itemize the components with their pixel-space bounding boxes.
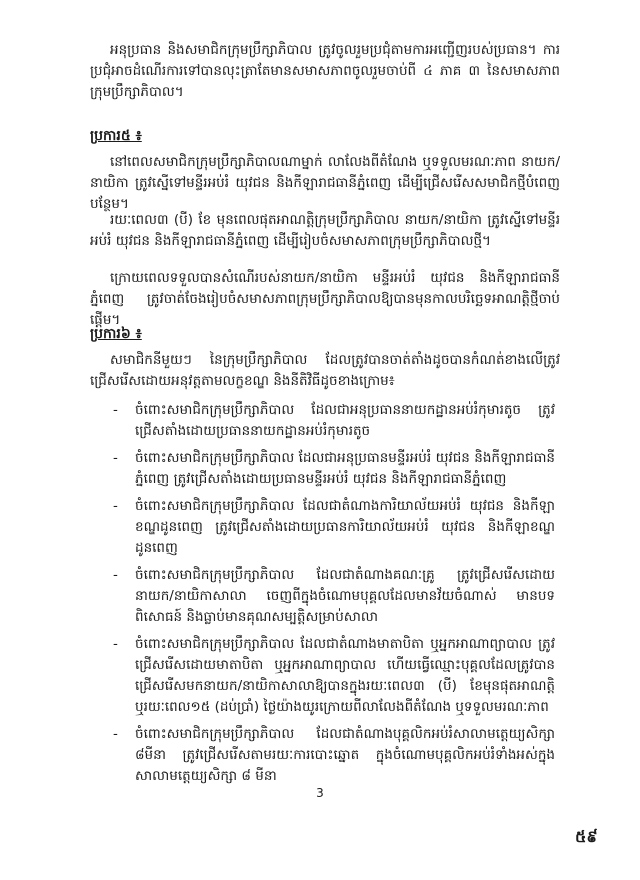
article-6-bullet-list <box>113 400 555 793</box>
bullet-dash: - <box>113 450 118 466</box>
article-5-paragraph-3: ក្រោយពេលទទួលបានសំណើរបស់នាយក/នាយិកា មន្ទីរអប់រំ យុវជន និងកីឡារាជធានីភ្នំពេញ ត្រូវចាត់ចែងរៀបចំសមាសភាពក្រុមប្រឹក្សាភិបាលឱ្យបានមុនកាលបរិច្ឆេទអាណត្តិថ្មីចាប់ផ្តើម។ <box>90 270 560 328</box>
intro-paragraph: អនុប្រធាន និងសមាជិកក្រុមប្រឹក្សាភិបាល ត្រូវចូលរួមប្រជុំតាមការអញ្ជើញរបស់ប្រធាន។ ការប្រជុំអាចដំណើរការទៅបានលុះត្រាតែមានសមាសភាពចូលរួមចាប់ពី ៤ ភាគ ៣ នៃសមាសភាពក្រុមប្រឹក្សាភិបាល។ <box>90 42 560 100</box>
list-item <box>113 496 555 559</box>
bullet-text: ចំពោះសមាជិកក្រុមប្រឹក្សាភិបាល ដែលជាអនុប្រធានមន្ទីរអប់រំ យុវជន និងកីឡារាជធានីភ្នំពេញ ត្រូវជ្រើសតាំងដោយប្រធានមន្ទីរអប់រំ យុវជន និងកីឡារាជធានីភ្នំពេញ <box>135 450 555 487</box>
list-item <box>113 724 555 787</box>
bullet-text: ចំពោះសមាជិកក្រុមប្រឹក្សាភិបាល ដែលជាតំណាងគណៈគ្រូ ត្រូវជ្រើសរើសដោយនាយក/នាយិកាសាលា ចេញពីក្នុងចំណោមបុគ្គលដែលមានវ័យចំណាស់ មានបទពិសោធន៍ និងធ្លាប់មានគុណសម្បត្តិសម្រាប់សាលា <box>135 567 555 625</box>
article-5-heading: ប្រការ៥ ៖ <box>90 128 142 144</box>
article-6-heading: ប្រការ៦ ៖ <box>90 326 142 342</box>
bullet-text: ចំពោះសមាជិកក្រុមប្រឹក្សាភិបាល ដែលជាតំណាងការិយាល័យអប់រំ យុវជន និងកីឡាខណ្ឌដូនពេញ ត្រូវជ្រើសតាំងដោយប្រធានការិយាល័យអប់រំ យុវជន និងកីឡាខណ្ឌដូនពេញ <box>135 498 555 556</box>
bullet-dash: - <box>113 726 118 742</box>
bullet-text: ចំពោះសមាជិកក្រុមប្រឹក្សាភិបាល ដែលជាអនុប្រធាននាយកដ្ឋានអប់រំកុមារតូច ត្រូវជ្រើសតាំងដោយប្រធាននាយកដ្ឋានអប់រំកុមារតូច <box>135 402 555 439</box>
bullet-dash: - <box>113 636 118 652</box>
page-number: 3 <box>316 786 324 800</box>
article-5-paragraph-1: នៅពេលសមាជិកក្រុមប្រឹក្សាភិបាលណាម្នាក់ លាលែងពីតំណែង ឬទទួលមរណៈភាព នាយក/នាយិកា ត្រូវស្នើទៅមន្ទីរអប់រំ យុវជន និងកីឡារាជធានីភ្នំពេញ ដើម្បីជ្រើសរើសសមាជិកថ្មីបំពេញបន្ថែម។ <box>90 154 560 212</box>
bullet-dash: - <box>113 402 118 418</box>
list-item <box>113 565 555 628</box>
bullet-dash: - <box>113 498 118 514</box>
bullet-dash: - <box>113 567 118 583</box>
list-item <box>113 448 555 490</box>
list-item <box>113 400 555 442</box>
bullet-text: ចំពោះសមាជិកក្រុមប្រឹក្សាភិបាល ដែលជាតំណាងបុគ្គលិកអប់រំសាលាមត្តេយ្យសិក្សា ៨មីនា ត្រូវជ្រើសរើសតាមរយៈការបោះឆ្នោត ក្នុងចំណោមបុគ្គលិកអប់រំទាំងអស់ក្នុងសាលាមត្តេយ្យសិក្សា ៨ មីនា <box>135 726 555 784</box>
article-6-intro: សមាជិកនីមួយៗ នៃក្រុមប្រឹក្សាភិបាល ដែលត្រូវបានចាត់តាំងដូចបានកំណត់ខាងលើត្រូវជ្រើសរើសដោយអនុវត្តតាមលក្ខខណ្ឌ និងនីតិវិធីដូចខាងក្រោម៖ <box>90 352 560 389</box>
list-item <box>113 634 555 718</box>
bullet-text: ចំពោះសមាជិកក្រុមប្រឹក្សាភិបាល ដែលជាតំណាងមាតាបិតា ឬអ្នកអាណាព្យាបាល ត្រូវជ្រើសរើសដោយមាតាបិតា ឬអ្នកអាណាព្យាបាល ហើយធ្វើឈ្មោះបុគ្គលដែលត្រូវបានជ្រើសរើសមកនាយក/នាយិកាសាលាឱ្យបានក្នុងរយៈពេល៣ (បី) ខែមុនផុតអាណត្តិ ឬរយៈពេល១៥ (ដប់ប្រាំ) ថ្ងៃយ៉ាងយូរក្រោយពីលាលែងពីតំណែង ឬទទួលមរណៈភាព <box>135 636 555 715</box>
corner-page-mark: ៥៩ <box>575 827 598 846</box>
article-5-paragraph-2: រយៈពេល៣ (បី) ខែ មុនពេលផុតអាណត្តិក្រុមប្រឹក្សាភិបាល នាយក/នាយិកា ត្រូវស្នើទៅមន្ទីរអប់រំ យុវជន និងកីឡារាជធានីភ្នំពេញ ដើម្បីរៀបចំសមាសភាពក្រុមប្រឹក្សាភិបាលថ្មី។ <box>90 212 560 249</box>
